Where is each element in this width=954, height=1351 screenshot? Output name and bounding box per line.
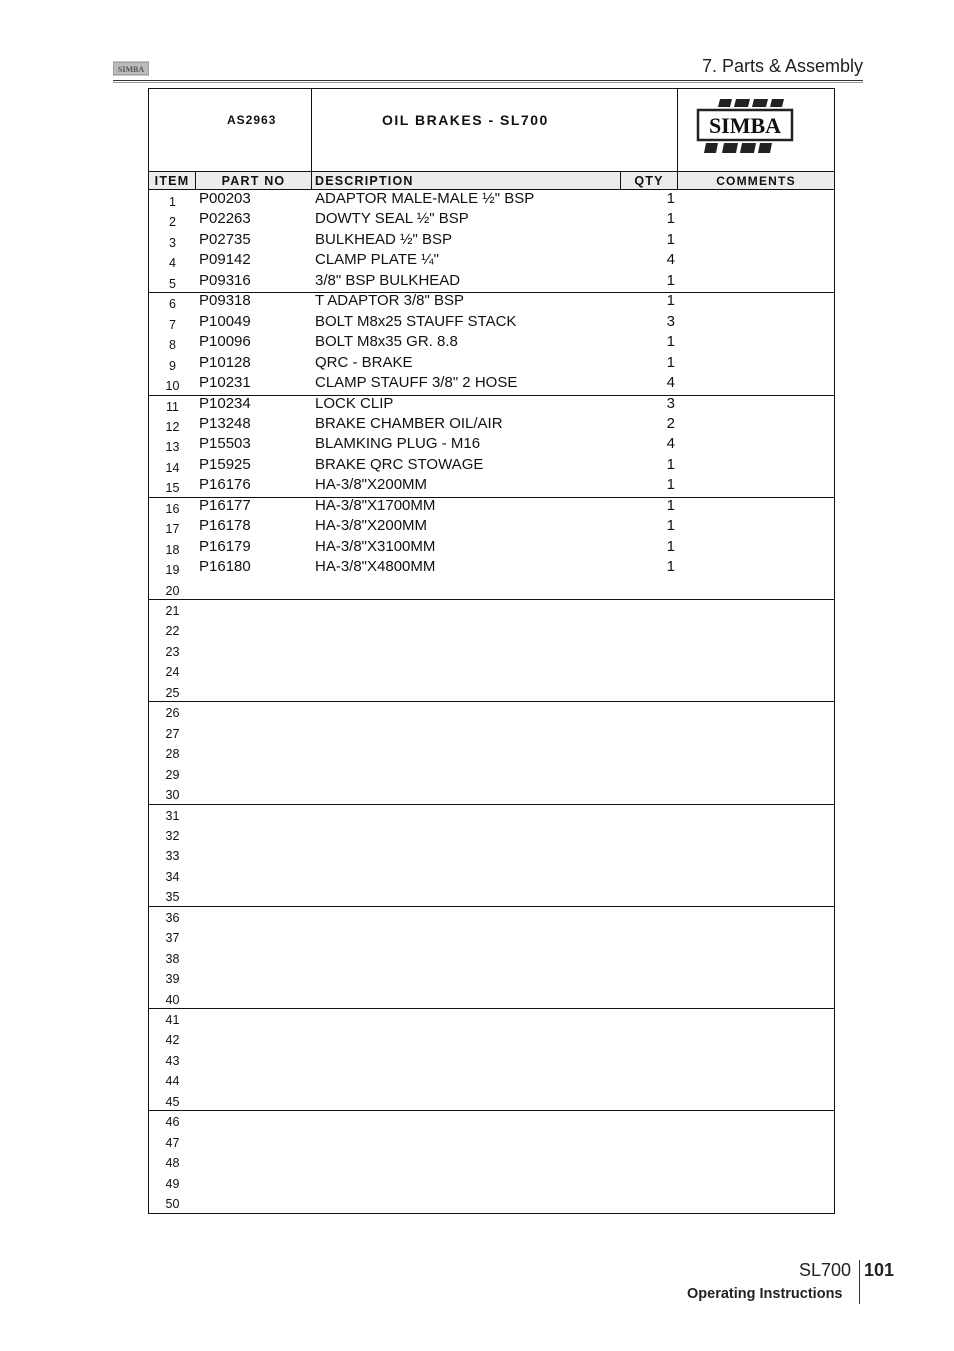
table-row bbox=[149, 947, 834, 967]
part-number: P15503 bbox=[199, 435, 251, 453]
table-row bbox=[149, 313, 834, 333]
part-description: BRAKE CHAMBER OIL/AIR bbox=[315, 414, 503, 432]
part-number: P13248 bbox=[199, 414, 251, 432]
part-qty: 1 bbox=[666, 496, 675, 514]
table-row bbox=[149, 1110, 834, 1130]
item-number: 37 bbox=[165, 931, 180, 946]
item-number: 12 bbox=[165, 419, 180, 434]
table-row bbox=[149, 517, 834, 537]
part-description: 3/8" BSP BULKHEAD bbox=[315, 271, 461, 289]
assembly-description: OIL BRAKES - SL700 bbox=[382, 112, 549, 128]
table-row bbox=[149, 333, 834, 353]
table-row bbox=[149, 640, 834, 660]
part-number: P09142 bbox=[199, 251, 251, 269]
item-number: 24 bbox=[165, 665, 180, 680]
part-description: T ADAPTOR 3/8" BSP bbox=[315, 292, 464, 310]
item-number: 40 bbox=[165, 992, 180, 1007]
item-number: 16 bbox=[165, 501, 180, 516]
table-row bbox=[149, 742, 834, 762]
item-number: 25 bbox=[165, 685, 180, 700]
part-description: BOLT M8x35 GR. 8.8 bbox=[315, 333, 458, 351]
item-number: 48 bbox=[165, 1156, 180, 1171]
column-header-comments: COMMENTS bbox=[716, 174, 796, 188]
item-number: 11 bbox=[166, 399, 179, 414]
table-row bbox=[149, 783, 834, 803]
table-row bbox=[149, 374, 834, 394]
item-number: 43 bbox=[165, 1053, 180, 1068]
table-row bbox=[149, 1192, 834, 1212]
item-number: 31 bbox=[165, 808, 180, 823]
part-qty: 1 bbox=[666, 210, 675, 228]
header-rule bbox=[113, 80, 863, 81]
item-number: 35 bbox=[165, 890, 180, 905]
table-row bbox=[149, 844, 834, 864]
item-number: 3 bbox=[169, 235, 176, 250]
part-qty: 1 bbox=[666, 190, 675, 207]
column-header-qty: QTY bbox=[621, 172, 678, 189]
item-number: 2 bbox=[169, 215, 176, 230]
part-qty: 1 bbox=[666, 517, 675, 535]
header-rule-secondary bbox=[113, 82, 863, 83]
item-number: 32 bbox=[165, 828, 180, 843]
part-qty: 3 bbox=[666, 312, 675, 330]
table-row bbox=[149, 538, 834, 558]
part-description: CLAMP STAUFF 3/8" 2 HOSE bbox=[315, 374, 518, 392]
table-row bbox=[149, 926, 834, 946]
part-number: P02735 bbox=[199, 230, 251, 248]
part-description: BRAKE QRC STOWAGE bbox=[315, 455, 484, 473]
table-row bbox=[149, 476, 834, 496]
item-number: 41 bbox=[165, 1013, 180, 1027]
part-qty: 2 bbox=[666, 414, 675, 432]
footer-subtitle: Operating Instructions bbox=[687, 1286, 843, 1302]
part-qty: 1 bbox=[666, 230, 675, 248]
logo-cell bbox=[678, 89, 834, 171]
part-number: P10049 bbox=[199, 312, 251, 330]
table-row bbox=[149, 1069, 834, 1089]
assembly-number-cell bbox=[149, 89, 312, 171]
title-block bbox=[149, 89, 834, 171]
part-number: P00203 bbox=[199, 190, 251, 207]
item-number: 46 bbox=[165, 1115, 180, 1130]
table-row bbox=[149, 272, 834, 292]
part-qty: 3 bbox=[666, 394, 675, 412]
table-row bbox=[149, 1090, 834, 1110]
item-number: 5 bbox=[169, 276, 176, 291]
part-description: HA-3/8"X1700MM bbox=[315, 496, 436, 514]
part-qty: 4 bbox=[666, 435, 675, 453]
item-number: 13 bbox=[165, 440, 180, 455]
part-number: P10096 bbox=[199, 333, 251, 351]
table-row bbox=[149, 619, 834, 639]
part-description: HA-3/8"X200MM bbox=[315, 517, 428, 535]
part-number: P15925 bbox=[199, 455, 251, 473]
table-row bbox=[149, 579, 834, 599]
part-description: CLAMP PLATE ¼" bbox=[315, 251, 439, 269]
part-number: P16178 bbox=[199, 517, 251, 535]
part-qty: 1 bbox=[666, 476, 675, 494]
footer-model: SL700 bbox=[799, 1260, 852, 1280]
item-number: 33 bbox=[165, 849, 180, 864]
column-header-description: DESCRIPTION bbox=[312, 172, 621, 189]
table-row bbox=[149, 906, 834, 926]
table-row bbox=[149, 885, 834, 905]
item-number: 19 bbox=[165, 563, 180, 578]
section-title: 7. Parts & Assembly bbox=[701, 56, 863, 76]
table-row bbox=[149, 722, 834, 742]
item-number: 22 bbox=[165, 624, 180, 639]
part-qty: 4 bbox=[666, 251, 675, 269]
table-row bbox=[149, 824, 834, 844]
item-number: 49 bbox=[165, 1176, 180, 1191]
item-number: 18 bbox=[165, 542, 180, 557]
table-row bbox=[149, 660, 834, 680]
table-row bbox=[149, 456, 834, 476]
part-number: P16179 bbox=[199, 537, 251, 555]
part-description: DOWTY SEAL ½" BSP bbox=[315, 210, 469, 228]
item-number: 10 bbox=[165, 379, 180, 394]
table-row bbox=[149, 558, 834, 578]
part-description: LOCK CLIP bbox=[315, 394, 394, 412]
part-description: BLAMKING PLUG - M16 bbox=[315, 435, 481, 453]
part-number: P10234 bbox=[199, 394, 251, 412]
table-row bbox=[149, 395, 834, 415]
table-row bbox=[149, 804, 834, 824]
part-number: P10231 bbox=[199, 374, 251, 392]
table-row bbox=[149, 1131, 834, 1151]
table-row bbox=[149, 1172, 834, 1192]
simba-logo bbox=[696, 97, 794, 159]
item-number: 7 bbox=[169, 317, 176, 332]
item-number: 34 bbox=[165, 869, 180, 884]
item-number: 1 bbox=[169, 195, 176, 209]
item-number: 29 bbox=[165, 767, 180, 782]
part-qty: 1 bbox=[666, 353, 675, 371]
column-header-item: ITEM bbox=[149, 172, 196, 189]
column-header-part-no: PART NO bbox=[196, 172, 312, 189]
table-row bbox=[149, 1028, 834, 1048]
svg-text:SIMBA: SIMBA bbox=[117, 65, 145, 74]
item-number: 42 bbox=[165, 1033, 180, 1048]
item-number: 4 bbox=[169, 256, 176, 271]
parts-sheet bbox=[148, 88, 835, 1214]
part-description: HA-3/8"X4800MM bbox=[315, 558, 436, 576]
table-row bbox=[149, 210, 834, 230]
part-number: P09316 bbox=[199, 271, 251, 289]
table-row bbox=[149, 1008, 834, 1028]
table-row bbox=[149, 435, 834, 455]
assembly-description-cell bbox=[312, 89, 678, 171]
part-number: P09318 bbox=[199, 292, 251, 310]
table-row bbox=[149, 599, 834, 619]
item-number: 38 bbox=[165, 951, 180, 966]
table-row bbox=[149, 865, 834, 885]
table-row bbox=[149, 681, 834, 701]
table-row bbox=[149, 292, 834, 312]
column-header-row bbox=[149, 171, 834, 190]
item-number: 45 bbox=[165, 1094, 180, 1109]
part-description: BULKHEAD ½" BSP bbox=[315, 230, 453, 248]
item-number: 14 bbox=[165, 460, 180, 475]
part-number: P16180 bbox=[199, 558, 251, 576]
table-row bbox=[149, 763, 834, 783]
part-description: ADAPTOR MALE-MALE ½" BSP bbox=[315, 190, 535, 207]
part-qty: 1 bbox=[666, 333, 675, 351]
header-simba-logo bbox=[113, 60, 149, 77]
item-number: 36 bbox=[165, 910, 180, 925]
item-number: 23 bbox=[165, 644, 180, 659]
svg-text:SIMBA: SIMBA bbox=[708, 113, 782, 138]
part-description: HA-3/8"X200MM bbox=[315, 476, 428, 494]
part-description: BOLT M8x25 STAUFF STACK bbox=[315, 312, 517, 330]
table-row bbox=[149, 497, 834, 517]
table-row bbox=[149, 354, 834, 374]
part-number: P16177 bbox=[199, 496, 251, 514]
table-row bbox=[149, 701, 834, 721]
item-number: 27 bbox=[165, 726, 180, 741]
item-number: 44 bbox=[165, 1074, 180, 1089]
page-number: 101 bbox=[864, 1260, 895, 1280]
footer-divider bbox=[859, 1260, 860, 1304]
item-number: 6 bbox=[169, 297, 176, 312]
item-number: 39 bbox=[165, 972, 180, 987]
part-description: HA-3/8"X3100MM bbox=[315, 537, 436, 555]
part-qty: 1 bbox=[666, 455, 675, 473]
item-number: 15 bbox=[165, 481, 180, 496]
item-number: 17 bbox=[165, 522, 180, 537]
item-number: 47 bbox=[165, 1135, 180, 1150]
item-number: 21 bbox=[165, 604, 180, 618]
item-number: 9 bbox=[169, 358, 176, 373]
part-number: P10128 bbox=[199, 353, 251, 371]
table-row bbox=[149, 231, 834, 251]
part-description: QRC - BRAKE bbox=[315, 353, 413, 371]
item-number: 8 bbox=[169, 338, 176, 353]
part-qty: 1 bbox=[666, 537, 675, 555]
part-qty: 4 bbox=[666, 374, 675, 392]
part-number: P16176 bbox=[199, 476, 251, 494]
part-qty: 1 bbox=[666, 558, 675, 576]
table-row bbox=[149, 988, 834, 1008]
table-row bbox=[149, 415, 834, 435]
item-number: 30 bbox=[165, 788, 180, 803]
item-number: 28 bbox=[165, 747, 180, 762]
table-row bbox=[149, 251, 834, 271]
part-qty: 1 bbox=[666, 292, 675, 310]
part-number: P02263 bbox=[199, 210, 251, 228]
item-number: 26 bbox=[165, 706, 180, 721]
table-row bbox=[149, 1151, 834, 1171]
item-number: 50 bbox=[165, 1197, 180, 1212]
table-row bbox=[149, 967, 834, 987]
item-number: 20 bbox=[165, 583, 180, 598]
assembly-number: AS2963 bbox=[227, 113, 277, 127]
table-row bbox=[149, 1049, 834, 1069]
part-qty: 1 bbox=[666, 271, 675, 289]
table-row bbox=[149, 190, 834, 210]
